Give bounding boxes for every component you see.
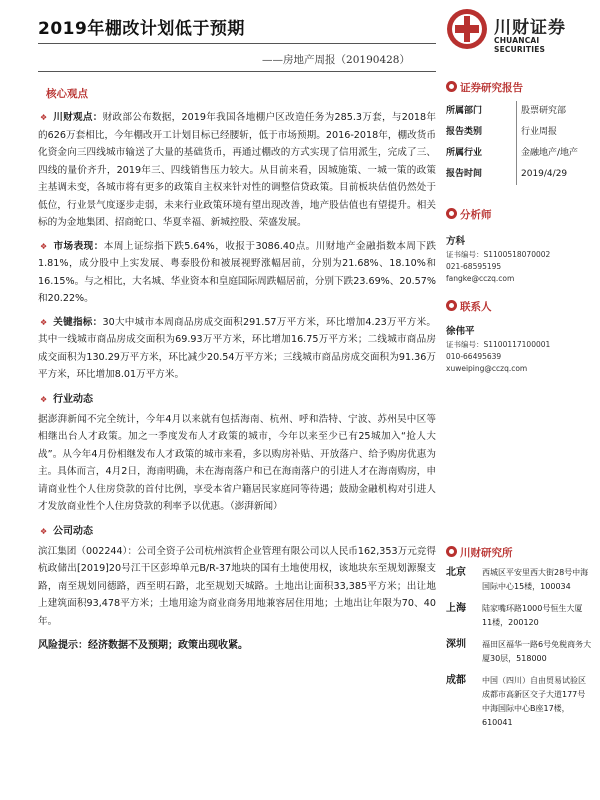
page-subtitle: ——房地产周报（20190428）	[262, 54, 410, 66]
office-address-table	[446, 566, 592, 738]
bullet-icon: ❖	[40, 241, 48, 251]
contact-name: 徐伟平	[446, 326, 475, 337]
bullet-icon: ❖	[40, 394, 48, 404]
company-heading-text: 公司动态	[53, 525, 93, 537]
market-paragraph	[38, 238, 436, 308]
company-logo	[446, 8, 586, 56]
sidebar	[446, 80, 592, 738]
analyst-card	[446, 236, 592, 285]
viewpoint-text: 财政部公布数据，2019年我国各地棚户区改造任务为285.3万套，与2018年的626万套相比，今年棚改开工计划目标已经腰斩，低于市场预期。2016-2018年，棚改货币化资金向三四线城市输送了大量的基础货币，再通过棚改的方式实现了信用派生，完成了三、四线的量价齐升，2019年三、四线销售压力较大。从目前来看，因城施策、一城一策的政策主基调未变，各城市将有更多的政策自主权来针对性的调整信贷政策。目前板块估值仍然处于低位，行业景气度逐步走弱，未来行业政策环境有望出现改善，地产股估值也有望提升。相关标的为金地集团、招商蛇口、华夏幸福、新城控股、荣盛发展。	[38, 112, 436, 228]
contact-cert: 证书编号：S1100117100001	[446, 340, 551, 349]
logo-mark-icon	[446, 8, 488, 50]
contact-phone: 010-66495639	[446, 352, 502, 361]
industry-text: 据澎湃新闻不完全统计，今年4月以来就有包括海南、杭州、呼和浩特、宁波、苏州吴中区等相继出台人才政策。加之一季度发布人才政策的城市，今年以来至少已有25城加入“抢人大战”。从今年4月份相继发布人才政策的城市来看，多以购房补贴、开放落户、给予购房优惠为主。具体而言，4月2日，海南明确，未在海南落户和已在海南落户的引进人才在海南购房，申请商业性个人住房贷款的首付比例，享受本省户籍居民家庭同等待遇；鼓励金融机构对引进人才发放商业性个人住房贷款的利率予以优惠。（澎湃新闻）	[38, 413, 436, 512]
section-marker-icon	[446, 300, 457, 311]
office-address: 陆家嘴环路1000号恒生大厦11楼，200120	[482, 604, 583, 627]
info-row	[446, 143, 592, 164]
institute-heading	[446, 545, 592, 560]
office-row	[446, 638, 592, 674]
report-info-table	[446, 101, 592, 185]
office-city: 成都	[446, 675, 466, 686]
office-row	[446, 602, 592, 638]
market-text: 本周上证综指下跌5.64%，收报于3086.40点。川财地产金融指数本周下跌1.81%，成分股中上实发展、粤泰股份和被展视野涨幅居前，分别为21.68%、18.10%和16.15%。与之相比，大名城、华业资本和皇庭国际周跌幅居前，分别下跌23.69%、20.57%和20.22%。	[38, 240, 436, 304]
indicator-paragraph	[38, 314, 436, 384]
market-lead: 市场表现：	[53, 240, 104, 252]
analyst-cert: 证书编号：S1100518070002	[446, 250, 551, 259]
contact-card	[446, 326, 592, 375]
indicator-lead: 关键指标：	[53, 316, 103, 328]
contact-heading	[446, 299, 592, 314]
bullet-icon: ❖	[40, 317, 48, 327]
analyst-phone: 021-68595195	[446, 262, 502, 271]
info-key: 报告类别	[446, 127, 483, 137]
analyst-heading-text: 分析师	[460, 209, 492, 221]
page-title: 2019年棚改计划低于预期	[38, 19, 245, 39]
bullet-icon: ❖	[40, 526, 48, 536]
contact-email[interactable]: xuweiping@cczq.com	[446, 364, 528, 373]
viewpoint-paragraph	[38, 109, 436, 232]
office-row	[446, 674, 592, 738]
institute-heading-text: 川财研究所	[460, 547, 513, 559]
logo-text-en: CHUANCAI SECURITIES	[494, 36, 546, 54]
viewpoint-lead: 川财观点：	[53, 112, 103, 123]
office-address: 中国（四川）自由贸易试验区成都市高新区交子大道177号中海国际中心B座17楼，610041	[482, 676, 586, 727]
office-address: 福田区福华一路6号免税商务大厦30层，518000	[482, 640, 592, 663]
company-text: 滨江集团（002244）：公司全资子公司杭州滨哲企业管理有限公司以人民币162,353万元竞得杭政储出[2019]20号江干区彭埠单元B/R-37地块的国有土地使用权，该地块东至规划源聚支路，南至规划同德路，西至明石路，北至规划天城路。土地出让面积33,385平方米；出让地上建筑面积93,478平方米；土地用途为商业商务用地兼容居住用地；土地出让年限为70、40年。	[38, 545, 436, 627]
info-key: 报告时间	[446, 169, 483, 179]
office-row	[446, 566, 592, 602]
contact-heading-text: 联系人	[460, 301, 492, 313]
core-view-heading: 核心观点	[46, 88, 88, 100]
report-info-heading	[446, 80, 592, 95]
industry-heading	[38, 390, 436, 405]
risk-warning: 风险提示：经济数据不及预期；政策出现收紧。	[38, 640, 248, 651]
section-marker-icon	[446, 208, 457, 219]
main-content	[38, 80, 436, 651]
info-key: 所属行业	[446, 148, 483, 158]
info-row	[446, 164, 592, 185]
office-address: 西城区平安里西大街28号中海国际中心15楼，100034	[482, 568, 589, 591]
office-city: 北京	[446, 567, 466, 578]
analyst-heading	[446, 207, 592, 222]
report-info-heading-text: 证券研究报告	[460, 82, 523, 94]
industry-heading-text: 行业动态	[53, 393, 93, 405]
section-marker-icon	[446, 81, 457, 92]
logo-text-cn: 川财证券	[494, 18, 566, 38]
info-value: 股票研究部	[517, 101, 593, 122]
info-value: 行业周报	[517, 122, 593, 143]
section-marker-icon	[446, 546, 457, 557]
info-value: 2019/4/29	[517, 164, 593, 185]
info-value: 金融地产/地产	[517, 143, 593, 164]
company-heading	[38, 522, 436, 537]
office-city: 上海	[446, 603, 466, 614]
analyst-name: 方科	[446, 236, 466, 247]
info-row	[446, 101, 592, 122]
indicator-text: 30大中城市本周商品房成交面积291.57万平方米，环比增加4.23万平方米。其中一线城市商品房成交面积为69.93万平方米，环比增加16.75万平方米；二线城市商品房成交面积为130.29万平方米，环比减少20.54万平方米；三线城市商品房成交面积为91.36万平方米，环比增加8.01万平方米。	[38, 316, 437, 380]
info-key: 所属部门	[446, 106, 483, 116]
header-rule-top	[38, 43, 436, 44]
office-city: 深圳	[446, 639, 466, 650]
analyst-email[interactable]: fangke@cczq.com	[446, 274, 515, 283]
header-rule-bottom	[38, 71, 436, 72]
info-row	[446, 122, 592, 143]
bullet-icon: ❖	[40, 113, 48, 122]
